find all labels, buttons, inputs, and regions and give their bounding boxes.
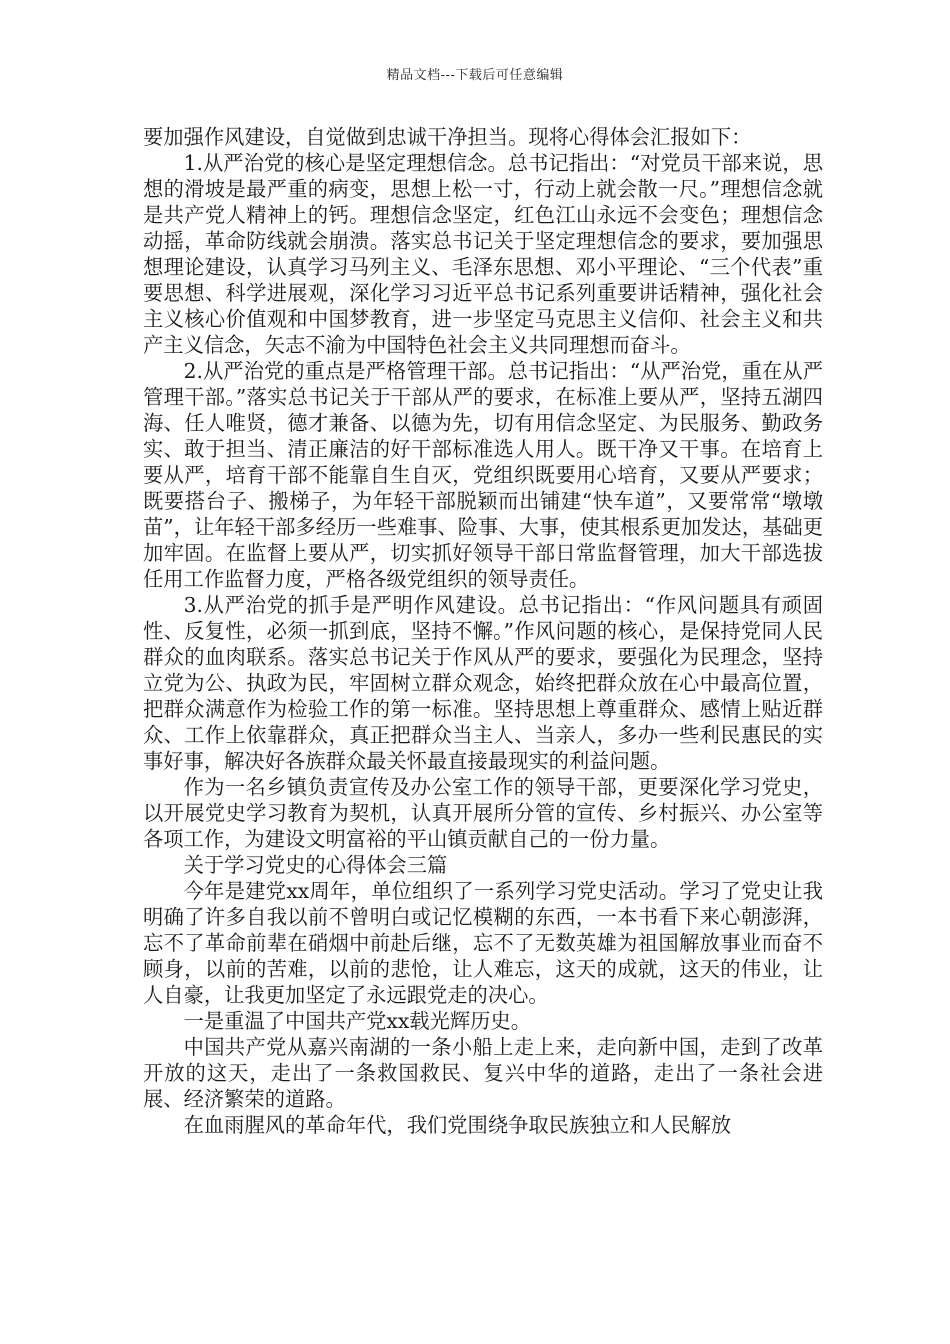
section-title: 关于学习党史的心得体会三篇 bbox=[183, 853, 448, 877]
paragraph-history: 中国共产党从嘉兴南湖的一条小船上走上来，走向新中国，走到了改革开放的这天，走出了一条救国救民、复兴中华的道路，走出了一条社会进展、经济繁荣的道路。 bbox=[143, 1035, 823, 1111]
paragraph-point-2: 2.从严治党的重点是严格管理干部。总书记指出：“从严治党，重在从严管理干部。”落实总书记关于干部从严的要求，在标准上要从严，坚持五湖四海、任人唯贤，德才兼备、以德为先，切有用信念坚定、为民服务、勤政务实、敢于担当、清正廉洁的好干部标准选人用人。既干净又干事。在培育上要从严，培育干部不能靠自生自灭，党组织既要用心培育，又要从严要求；既要搭台子、搬梯子，为年轻干部脱颖而出铺建“快车道”，又要常常“墩墩苗”，让年轻干部多经历一些难事、险事、大事，使其根系更加发达，基础更加牢固。在监督上要从严，切实抓好领导干部日常监督管理，加大干部选拔任用工作监督力度，严格各级党组织的领导责任。 bbox=[143, 359, 823, 591]
paragraph-intro: 要加强作风建设，自觉做到忠诚干净担当。现将心得体会汇报如下： bbox=[143, 125, 752, 149]
paragraph-point-3: 3.从严治党的抓手是严明作风建设。总书记指出：“作风问题具有顽固性、反复性，必须一抓到底，坚持不懈。”作风问题的核心，是保持党同人民群众的血肉联系。落实总书记关于作风从严的要求，要强化为民理念，坚持立党为公、执政为民，牢固树立群众观念，始终把群众放在心中最高位置，把群众满意作为检验工作的第一标准。坚持思想上尊重群众、感情上贴近群众、工作上依靠群众，真正把群众当主人、当亲人，多办一些利民惠民的实事好事，解决好各族群众最关怀最直接最现实的利益问题。 bbox=[143, 593, 823, 773]
paragraph-point-1: 1.从严治党的核心是坚定理想信念。总书记指出：“对党员干部来说，思想的滑坡是最严重的病变，思想上松一寸，行动上就会散一尺。”理想信念就是共产党人精神上的钙。理想信念坚定，红色江山永远不会变色；理想信念动摇，革命防线就会崩溃。落实总书记关于坚定理想信念的要求，要加强思想理论建设，认真学习马列主义、毛泽东思想、邓小平理论、“三个代表”重要思想、科学进展观，深化学习习近平总书记系列重要讲话精神，强化社会主义核心价值观和中国梦教育，进一步坚定马克思主义信仰、社会主义和共产主义信念，矢志不渝为中国特色社会主义共同理想而奋斗。 bbox=[143, 151, 823, 357]
paragraph-revolution: 在血雨腥风的革命年代，我们党围绕争取民族独立和人民解放 bbox=[183, 1113, 732, 1137]
paragraph-conclusion: 作为一名乡镇负责宣传及办公室工作的领导干部，更要深化学习党史，以开展党史学习教育为契机，认真开展所分管的宣传、乡村振兴、办公室等各项工作，为建设文明富裕的平山镇贡献自己的一份力量。 bbox=[143, 775, 823, 851]
paragraph-subheading: 一是重温了中国共产党xx载光辉历史。 bbox=[183, 1009, 531, 1033]
page-header: 精品文档---下载后可任意编辑 bbox=[386, 68, 564, 83]
document-body bbox=[143, 124, 823, 1138]
paragraph-section-intro: 今年是建党xx周年，单位组织了一系列学习党史活动。学习了党史让我明确了许多自我以前不曾明白或记忆模糊的东西，一本书看下来心朝澎湃，忘不了革命前辈在硝烟中前赴后继，忘不了无数英雄为祖国解放事业而奋不顾身，以前的苦难，以前的悲怆，让人难忘，这天的成就，这天的伟业，让人自豪，让我更加坚定了永远跟党走的决心。 bbox=[143, 879, 823, 1007]
